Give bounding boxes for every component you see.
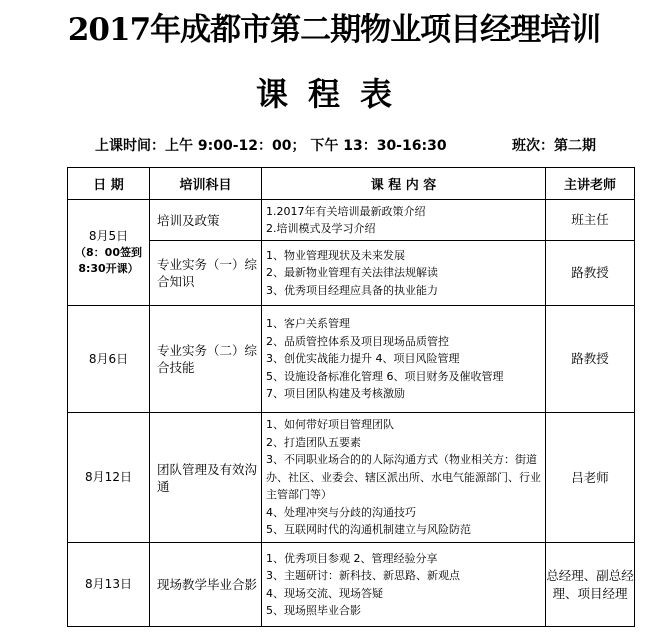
content-item: 3、创优实战能力提升 4、项目风险管理 <box>266 352 460 366</box>
table-row <box>68 413 635 543</box>
content-item: 2.培训模式及学习介绍 <box>266 222 376 235</box>
date-cell <box>68 200 150 306</box>
table-header-row <box>68 168 635 200</box>
content-item: 1、优秀项目参观 2、管理经验分享 <box>266 551 438 565</box>
table-row <box>68 543 635 627</box>
content-cell <box>262 543 546 627</box>
column-header-subject: 培训科目 <box>150 168 262 200</box>
content-cell <box>262 200 546 241</box>
content-item: 2、最新物业管理有关法律法规解读 <box>266 266 438 280</box>
subject-cell: 现场教学毕业合影 <box>150 543 262 627</box>
page-subtitle: 课程表 <box>255 75 412 113</box>
content-item: 4、现场交流、现场答疑 <box>266 586 383 600</box>
content-item: 1、客户关系管理 <box>266 317 350 331</box>
schedule-table <box>67 167 635 627</box>
date-cell: 8月13日 <box>68 543 150 627</box>
column-header-content: 课 程 内 容 <box>262 168 546 200</box>
date-note: （8：00签到8:30开课） <box>75 246 142 275</box>
subject-cell: 培训及政策 <box>150 200 262 241</box>
page-title: 2017年成都市第二期物业项目经理培训 <box>67 12 601 48</box>
class-session-info: 班次：第二期 <box>512 138 596 154</box>
content-item: 4、处理冲突与分歧的沟通技巧 <box>266 505 416 519</box>
content-item: 7、项目团队构建及考核激励 <box>266 387 405 401</box>
content-item: 5、现场照毕业合影 <box>266 604 361 617</box>
subject-cell: 专业实务（二）综合技能 <box>150 306 262 413</box>
subject-cell: 专业实务（一）综合知识 <box>150 241 262 306</box>
date-text: 8月5日 <box>88 229 129 243</box>
date-cell: 8月12日 <box>68 413 150 543</box>
table-row <box>68 241 635 306</box>
table-row <box>68 306 635 413</box>
teacher-cell: 总经理、副总经理、项目经理 <box>546 543 635 627</box>
teacher-cell: 路教授 <box>546 241 635 306</box>
content-cell <box>262 306 546 413</box>
teacher-cell: 班主任 <box>546 200 635 241</box>
content-item: 3、优秀项目经理应具备的执业能力 <box>266 283 438 297</box>
content-item: 1.2017年有关培训最新政策介绍 <box>266 204 426 218</box>
content-item: 3、不同职业场合的的人际沟通方式（物业相关方：街道办、社区、业委会、辖区派出所、水电气能源部门、行业主管部门等） <box>266 453 541 502</box>
date-cell: 8月6日 <box>68 306 150 413</box>
content-item: 2、品质管控体系及项目现场品质管控 <box>266 334 449 348</box>
content-item: 1、物业管理现状及未来发展 <box>266 248 405 262</box>
teacher-cell: 吕老师 <box>546 413 635 543</box>
table-row <box>68 200 635 241</box>
content-cell <box>262 413 546 543</box>
content-item: 1、如何带好项目管理团队 <box>266 418 394 432</box>
content-item: 5、设施设备标准化管理 6、项目财务及催收管理 <box>266 369 504 383</box>
content-item: 3、主题研讨：新科技、新思路、新观点 <box>266 569 460 582</box>
class-time-info: 上课时间：上午 9:00-12：00； 下午 13：30-16:30 <box>95 138 447 154</box>
subject-cell: 团队管理及有效沟通 <box>150 413 262 543</box>
content-item: 5、互联网时代的沟通机制建立与风险防范 <box>266 523 471 537</box>
column-header-teacher: 主讲老师 <box>546 168 635 200</box>
column-header-date: 日 期 <box>68 168 150 200</box>
content-item: 2、打造团队五要素 <box>266 435 361 449</box>
teacher-cell: 路教授 <box>546 306 635 413</box>
content-cell <box>262 241 546 306</box>
